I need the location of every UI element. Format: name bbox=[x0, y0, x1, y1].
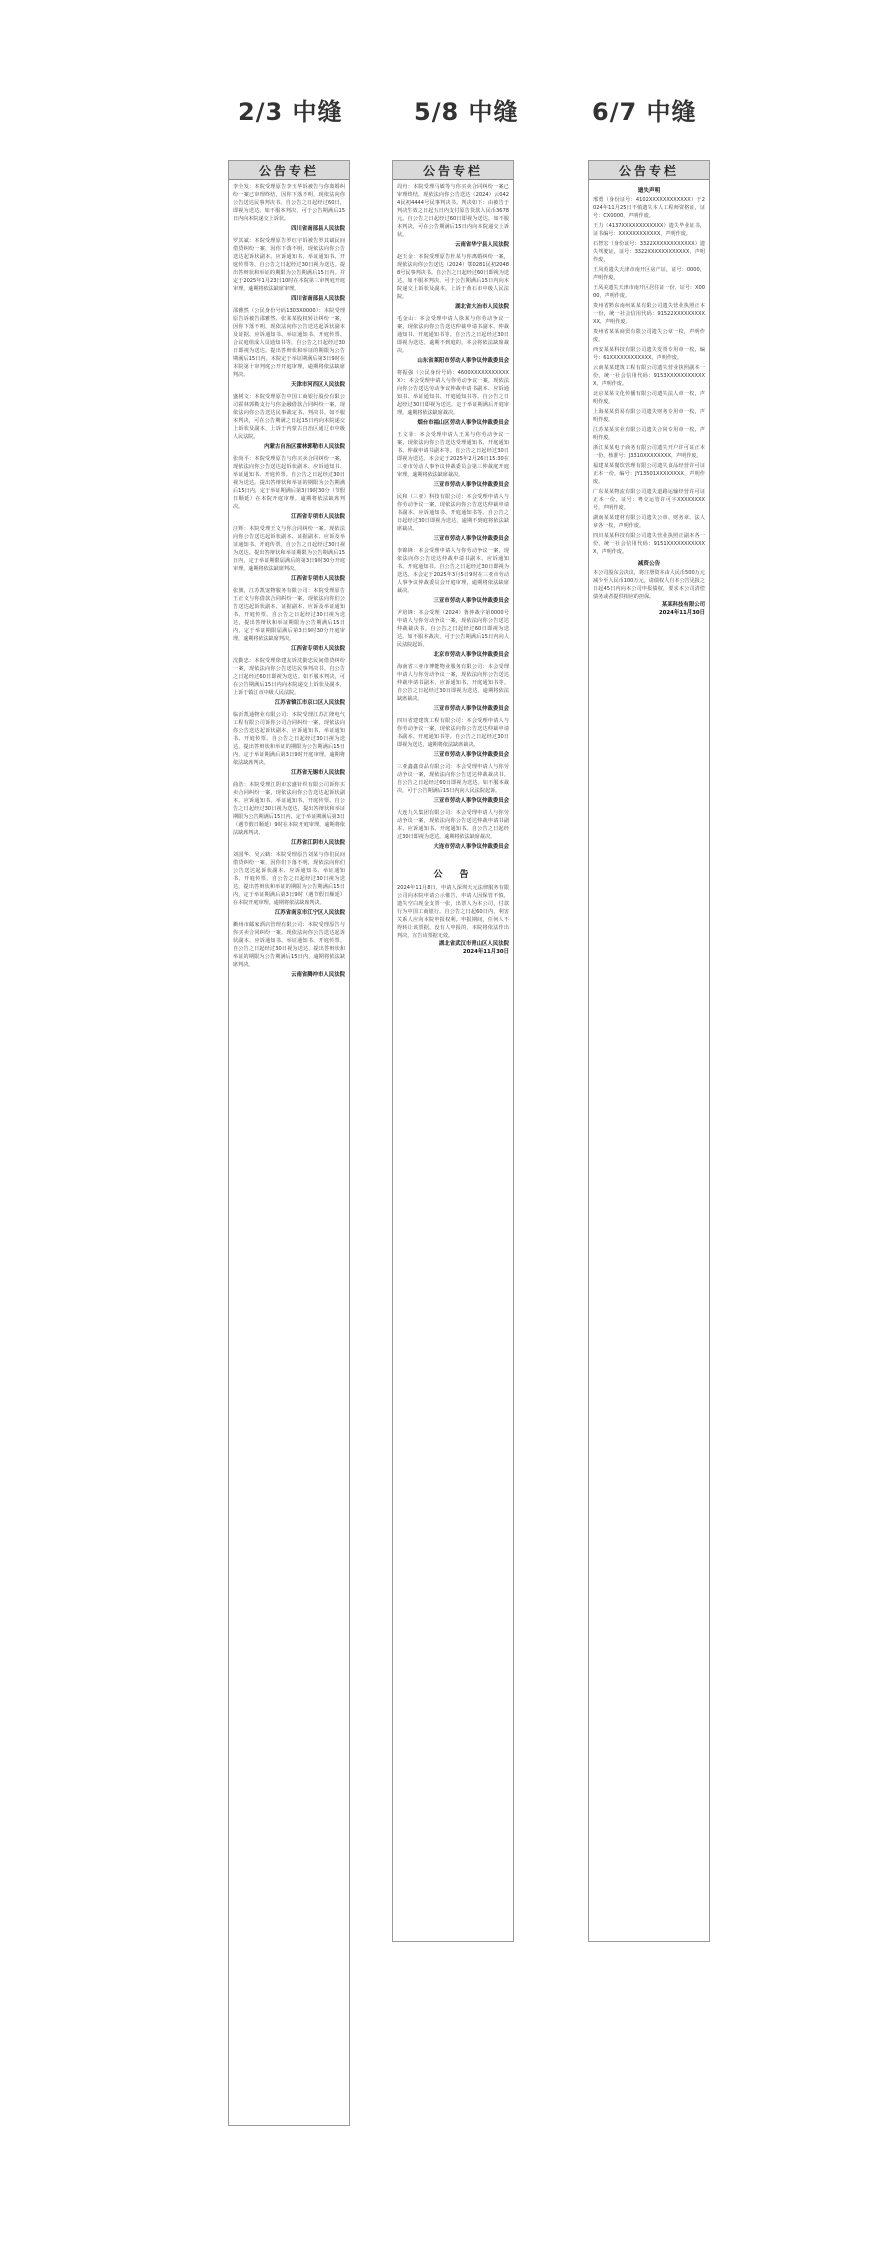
notice-text: 四川省建建筑工程有限公司：本会受理申请人与你劳动争议一案，现依法向你公告送达仲裁申请书副本、开庭通知书等。自公告之日起经过30日即视为送达，逾期将依法缺席裁决。 bbox=[397, 718, 509, 748]
gonggao-signature: 湖北省武汉市青山区人民法院 bbox=[438, 941, 509, 947]
notice-text: 曲浩：本院受理江阴市宏盛针织有限公司诉你买卖合同纠纷一案，现依法向你公告送达起诉状副本、应诉通知书、举证通知书、开庭传票。自公告之日起经过30日视为送达，提出答辩状和举证期限为公告期满后15日内，定于举证期满后第3日（遇节假日顺延）9时在本院开庭审理，逾期将依法缺席判决。 bbox=[233, 782, 345, 836]
notice-text: 将振强（公民身份号码：4600XXXXXXXXXXXX）：本会受理申请人与你劳动争议一案，现依法向你公告送达劳动争议仲裁申请书副本、应诉通知书、举证通知书、开庭通知书等。自公告之日起经过30日即视为送达，定于举证期满后开庭审理，逾期将依法缺席裁决。 bbox=[397, 370, 509, 416]
notice-issuer: 云南省华宁县人民法院 bbox=[455, 242, 509, 248]
notice-text: 赵玉金：本院受理原告杜某与你离婚纠纷一案，现依法向你公告送达（2024）鄂0281民初20488号民事判决书。自公告之日起经过60日即视为送达，如不服本判决，可于公告期满后15日内向本院递交上诉状及副本，上诉于黄石市中级人民法院。 bbox=[397, 254, 509, 300]
gonggao-date: 2024年11月30日 bbox=[462, 949, 509, 955]
notice-issuer: 湖北省大冶市人民法院 bbox=[455, 304, 509, 310]
notice-issuer: 内蒙古自治区霍林郭勒市人民法院 bbox=[264, 444, 345, 450]
notice-column-2 bbox=[392, 160, 514, 1942]
notice-issuer: 天津市河西区人民法院 bbox=[291, 382, 345, 388]
notice-issuer: 江西省专项市人民法院 bbox=[291, 576, 345, 582]
notice-issuer: 三亚市劳动人事争议仲裁委员会 bbox=[433, 598, 509, 604]
loss-notice-item: 上海某某贸易有限公司遗失财务专用章一枚，声明作废。 bbox=[593, 409, 705, 423]
loss-notice-item: 王凤英遗失天津市南开区房产证，证号：0000，声明作废。 bbox=[593, 267, 705, 281]
column-header: 公告专栏 bbox=[393, 161, 513, 180]
loss-notice-item: 北京某某文化传播有限公司遗失法人章一枚，声明作废。 bbox=[593, 391, 705, 405]
loss-notice-item: 湖南某某建材有限公司遗失公章、财务章、法人章各一枚，声明作废。 bbox=[593, 515, 705, 529]
notice-issuer: 北京市劳动人事争议仲裁委员会 bbox=[433, 652, 509, 658]
loss-notice-item: 王力（4137XXXXXXXXXXXX）遗失毕业证书，证书编号：XXXXXXXXXXXX，声明作废。 bbox=[593, 223, 705, 237]
column-header: 公告专栏 bbox=[589, 161, 709, 180]
notice-text: 周舟：本院受理马敏等与你买卖合同纠纷一案已审理终结，现依法向你公告送达（2024）云0424民初4444号民事判决书。判决如下：由被告于判决生效之日起五日内支付原告货款人民币3678元。自公告之日起经过60日即视为送达。如不服本判决，可在公告期满后15日内向本院递交上诉状。 bbox=[397, 184, 509, 238]
notice-text: 邵雅然（公民身份号码1303X0000）：本院受理原告诉被告邵雅然、张某某股权转让纠纷一案，因你下落不明，现依法向你公告送达起诉状副本及证据、应诉通知书、举证通知书、开庭传票、合议庭组成人员通知书等。自公告之日起经过30日即视为送达。提出答辩状和举证的期限为公告期满后15日内。本院定于举证期满后第3日9时在本院第十审判庭公开开庭审理，逾期将依法缺席判决。 bbox=[233, 308, 345, 378]
notice-column-3 bbox=[588, 160, 710, 1942]
notice-text: 汪辉：本院受理王文与你合同纠纷一案。现依法向你公告送达起诉状副本、证据副本、应诉及举证通知书、开庭传票。自公告之日起经过30日视为送达。提出答辩状和举证期限为公告期满后15日内，定于举证期限届满后的第3日9时30分开庭审理，逾期将依法缺席判决。 bbox=[233, 526, 345, 572]
notice-text: 衢州市邮家酒店管理有限公司：本院受理原告与你买卖合同纠纷一案，现依法向你公告送达起诉状副本、应诉通知书、举证通知书、开庭传票。自公告之日起经过30日视为送达，提出答辩状和举证的期限为公告期满后15日内，逾期将依法缺席判决。 bbox=[233, 922, 345, 968]
loss-notice-item: 石智宏（身份证号：3322XXXXXXXXXXXX）遗失驾驶证，证号：3322XXXXXXXXXXXX，声明作废。 bbox=[593, 241, 705, 263]
notice-issuer: 山东省莱阳市劳动人事争议仲裁委员会 bbox=[417, 358, 509, 364]
loss-notice-item: 浙江某某电子商务有限公司遗失开户许可证正本一份，核准号：J3310XXXXXXXX，声明作废。 bbox=[593, 445, 705, 459]
final-notice-date: 2024年11月30日 bbox=[658, 610, 705, 616]
gutter-label-right: 6/7 中缝 bbox=[592, 98, 697, 126]
notice-text: 三亚鑫鑫食品有限公司：本会受理申请人与你劳动争议一案，现依法向你公告送达仲裁裁决书。自公告之日起经过60日即视为送达。如不服本裁决，可于公告期满后15日内向人民法院起诉。 bbox=[397, 764, 509, 794]
notice-issuer: 江西省专项市人民法院 bbox=[291, 646, 345, 652]
gutter-label-middle: 5/8 中缝 bbox=[414, 98, 519, 126]
loss-notice-item: 贵州省某某商贸有限公司遗失公章一枚，声明作废。 bbox=[593, 329, 705, 343]
notice-text: 毛金山：本会受理申请人徐某与你劳动争议一案，现依法向你公告送达仲裁申请书副本、仲裁通知书、开庭通知书等。自公告之日起经过30日即视为送达。逾期不到庭的，本会将依法缺席裁决。 bbox=[397, 316, 509, 354]
notice-text: 沈勤忠：本院受理徐建友诉沈勤忠民间借贷纠纷一案，现依法向你公告送达民事判决书。自公告之日起经过60日即视为送达。如不服本判决，可在公告期满后15日内向本院递交上诉状及副本，上诉于镇江市中级人民法院。 bbox=[233, 658, 345, 696]
notice-issuer: 江苏省镇江市京口区人民法院 bbox=[274, 700, 345, 706]
notice-text: 临沂凯通物业有限公司：本院受理江苏汇隆电气工程有限公司诉你公司合同纠纷一案，现依法向你公告送达起诉状副本、应诉通知书、举证通知书、开庭传票。自公告之日起经过30日视为送达，提出答辩状和举证的期限为公告期满后15日内，定于举证期满后第3日9时开庭审理，逾期将依法缺席判决。 bbox=[233, 712, 345, 766]
notice-issuer: 大连市劳动人事争议仲裁委员会 bbox=[433, 844, 509, 850]
final-notice-signature: 某某科技有限公司 bbox=[661, 602, 705, 608]
gonggao-title: 公 告 bbox=[433, 870, 473, 880]
notice-text: 罗其斌：本院受理原告罗红宇诉被告罗其斌民间借贷纠纷一案，因你下落不明，现依法向你公告送达起诉状副本、应诉通知书、举证通知书、开庭传票等。自公告之日起经过30日视为送达。提出答辩状和举证的期限为公告期满后15日内。并定于2025年1月23日10时在本院第三审判庭开庭审理，逾期将依法缺席审理。 bbox=[233, 238, 345, 292]
notice-text: 张旗，江苏凯宠物服务有限公司：本院受理原告王正文与你借款合同纠纷一案，现依法向你们公告送达起诉状副本、证据副本、应诉及举证通知书、开庭传票。自公告之日起经过30日视为送达，提出答辩状和举证期限为公告期满后15日内，定于举证期限届满后第3日9时30分开庭审理，逾期将依法缺席判决。 bbox=[233, 588, 345, 642]
notice-issuer: 三亚市劳动人事争议仲裁委员会 bbox=[433, 482, 509, 488]
notice-list bbox=[229, 180, 349, 986]
notice-text: 盛树文：本院受理原告中国工商银行股份有限公司霍林郭勒支行与你金融借款合同纠纷一案，现依法向你公告送达民事裁定书、判决书。如不服本判决，可在公告期满之日起15日内向本院递交上诉状及副本，上诉于内蒙古自治区通辽市中级人民法院。 bbox=[233, 394, 345, 440]
gutter-label-left: 2/3 中缝 bbox=[238, 98, 343, 126]
notice-issuer: 烟台市福山区劳动人事争议仲裁委员会 bbox=[417, 420, 509, 426]
final-notice-title: 减资公告 bbox=[637, 561, 661, 567]
notice-text: 王文菲：本会受理申请人王某与你劳动争议一案，现依法向你公告送达受理通知书、开庭通知书、仲裁申请书副本等。自公告之日起经过30日即视为送达。本会定于2025年2月26日15:30在三亚市劳动人事争议仲裁委员会第三仲裁庭开庭审理，逾期将依法缺席裁决。 bbox=[397, 432, 509, 478]
loss-notice-list bbox=[593, 196, 705, 556]
notice-issuer: 三亚市劳动人事争议仲裁委员会 bbox=[433, 706, 509, 712]
loss-notice-item: 西安某某科技有限公司遗失发票专用章一枚，编号：61XXXXXXXXXXXX，声明作废。 bbox=[593, 347, 705, 361]
notice-issuer: 三亚市劳动人事争议仲裁委员会 bbox=[433, 752, 509, 758]
notice-issuer: 江苏省江阴市人民法院 bbox=[291, 840, 345, 846]
final-notice-text: 本公司股东会决议，将注册资本由人民币500万元减少至人民币100万元。请债权人自本公告见报之日起45日内向本公司申报债权，要求本公司清偿债务或者提供相应的担保。 bbox=[593, 570, 705, 600]
notice-issuer: 云南省腾冲市人民法院 bbox=[291, 972, 345, 978]
loss-notice-item: 云南某某建筑工程有限公司遗失营业执照副本一份，统一社会信用代码：9153XXXXXXXXXXXX，声明作废。 bbox=[593, 365, 705, 387]
notice-issuer: 三亚市劳动人事争议仲裁委员会 bbox=[433, 536, 509, 542]
notice-issuer: 江苏省南京市江宁区人民法院 bbox=[274, 910, 345, 916]
notice-text: 李全发：本院受理原告李玉华诉被告与你离婚纠纷一案已审理终结，因你下落不明，现依法向你公告送达民事判决书。自公告之日起经过60日，即视为送达。如不服本判决，可于公告期满后15日内向本院递交上诉状。 bbox=[233, 184, 345, 222]
gonggao-text: 2024年11月8日，申请人深圳天元法律服务有限公司向本院申请公示催告，申请人因保管不慎，遗失空白现金支票一张，出票人为本公司，付款行为中国工商银行。自公告之日起60日内，利害关系人应向本院申报权利。申报期间，任何人不得转让该票据。没有人申报的，本院将依法作出判决，宣告该票据无效。 bbox=[397, 885, 509, 939]
notice-text: 大连九久集团有限公司：本会受理申请人与你劳动争议一案，现依法向你公告送达仲裁申请书副本、应诉通知书、开庭通知书。自公告之日起经过30日即视为送达，逾期将依法缺席裁决。 bbox=[397, 810, 509, 840]
notice-column-1 bbox=[228, 160, 350, 2126]
notice-text: 张尚平：本院受理原告与你买卖合同纠纷一案，现依法向你公告送达起诉状副本、应诉通知书、举证通知书、开庭传票。自公告之日起经过30日视为送达。提出答辩状和举证的期限为公告期满后15日内，定于举证期满后第3日9时30分（节假日顺延）在本院开庭审理。逾期将依法缺席判决。 bbox=[233, 456, 345, 510]
notice-issuer: 江苏省无锡市人民法院 bbox=[291, 770, 345, 776]
loss-notice-item: 江苏某某实业有限公司遗失合同专用章一枚，声明作废。 bbox=[593, 427, 705, 441]
loss-notice-title: 遗失声明 bbox=[637, 188, 661, 194]
notice-issuer: 四川省南部县人民法院 bbox=[291, 226, 345, 232]
loss-notice-item: 福建某某餐饮管理有限公司遗失食品经营许可证正本一份，编号：JY13501XXXXXXXX，声明作废。 bbox=[593, 463, 705, 485]
notice-text: 尹培锋：本会受理（2024）鲁仲裁字第0000号申请人与你劳动争议一案，现依法向你公告送达仲裁裁决书。自公告之日起经过60日即视为送达。如不服本裁决，可于公告期满后15日内向人民法院起诉。 bbox=[397, 610, 509, 648]
loss-notice-item: 贵州省黔东南州某某有限公司遗失营业执照正本一份，统一社会信用代码：91522XXXXXXXXXXX，声明作废。 bbox=[593, 303, 705, 325]
loss-notice-item: 邢勇（身份证号：4102XXXXXXXXXXXX）于2024年11月25日不慎遗失本人工程师资格证，证号：CX0000，声明作废。 bbox=[593, 197, 705, 219]
notice-issuer: 三亚市劳动人事争议仲裁委员会 bbox=[433, 798, 509, 804]
notice-text: 李锦锋：本会受理申请人与你劳动争议一案，现依法向你公告送达仲裁申请书副本、应诉通知书、开庭通知书。自公告之日起经过30日即视为送达。本会定于2025年3月5日9时在三亚市劳动人事争议仲裁委员会开庭审理，逾期将依法缺席裁决。 bbox=[397, 548, 509, 594]
notice-issuer: 四川省南部县人民法院 bbox=[291, 296, 345, 302]
notice-text: 刘国华、吴云鹤：本院受理原告刘某与你们民间借贷纠纷一案，因你们下落不明，现依法向你们公告送达起诉状副本、应诉通知书、举证通知书、开庭传票。自公告之日起经过30日视为送达，提出答辩状和举证的期限为公告期满后15日内，定于举证期满后第3日9时（遇节假日顺延）在本院开庭审理，逾期将依法缺席判决。 bbox=[233, 852, 345, 906]
notice-list bbox=[393, 180, 513, 858]
loss-notice-item: 四川某某科技有限公司遗失营业执照正副本各一份，统一社会信用代码：9151XXXXXXXXXXXX，声明作废。 bbox=[593, 533, 705, 555]
loss-notice-item: 广东某某物流有限公司遗失道路运输经营许可证正本一份，证号：粤交运管许可字XXXXXXXX号，声明作废。 bbox=[593, 489, 705, 511]
loss-notice-item: 王凤美遗失天津市南开区居住证一份，证号：X0000，声明作废。 bbox=[593, 285, 705, 299]
notice-text: 海南省三亚市博能物业服务有限公司：本会受理申请人与你劳动争议一案，现依法向你公告送达仲裁申请书副本、应诉通知书、开庭通知书等。自公告之日起经过30日即视为送达，逾期将依法缺席裁决。 bbox=[397, 664, 509, 702]
notice-issuer: 江西省专项市人民法院 bbox=[291, 514, 345, 520]
gonggao-block bbox=[393, 858, 513, 959]
loss-notice-block bbox=[589, 180, 709, 620]
column-header: 公告专栏 bbox=[229, 161, 349, 180]
notice-text: 民和（三亚）科技有限公司：本会受理申请人与你劳动争议一案，现依法向你公告送达仲裁申请书副本、应诉通知书、开庭通知书等。自公告之日起经过30日即视为送达，逾期不到庭将依法缺席裁决。 bbox=[397, 494, 509, 532]
